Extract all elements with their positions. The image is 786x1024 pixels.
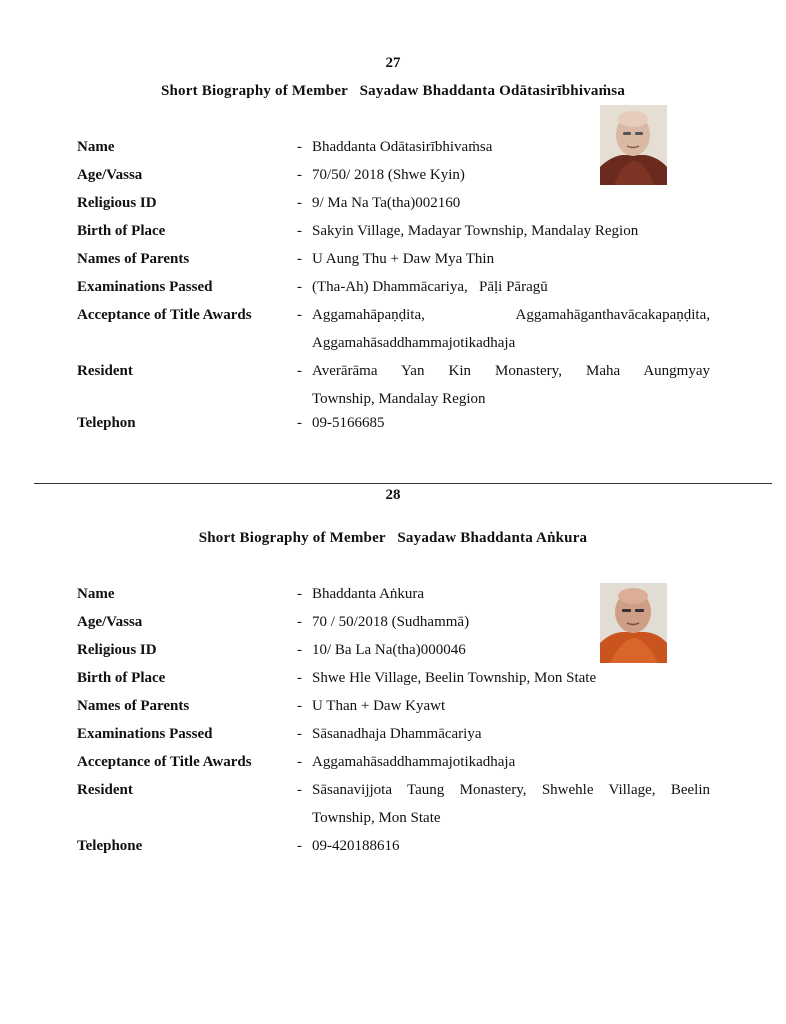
page-number: 27 [385,55,401,71]
title-name: Sayadaw Bhaddanta Aṅkura [397,530,588,546]
field-value: Aggamahāsaddhammajotikadhaja [312,754,516,770]
bio-title [0,83,786,100]
field-label: Name [77,139,115,155]
field-dash: - [297,363,302,379]
field-dash: - [297,415,302,431]
field-dash: - [297,139,302,155]
field-label: Resident [77,363,133,379]
field-label: Name [77,586,115,602]
title-prefix: Short Biography of Member [198,530,386,546]
field-label: Telephone [77,838,143,854]
field-value: 70/50/ 2018 (Shwe Kyin) [312,167,465,183]
field-value: 09-420188616 [312,838,400,854]
field-value-continued: Township, Mon State [312,810,441,826]
field-label: Acceptance of Title Awards [77,754,252,770]
field-dash: - [297,586,302,602]
field-dash: - [297,698,302,714]
title-name: Sayadaw Bhaddanta Odātasirībhivaṁsa [359,83,626,99]
field-label: Examinations Passed [77,279,213,295]
field-value: U Aung Thu + Daw Mya Thin [312,251,495,267]
field-label: Birth of Place [77,670,166,686]
field-dash: - [297,838,302,854]
field-label: Telephon [77,415,136,431]
field-label: Age/Vassa [77,167,143,183]
field-dash: - [297,642,302,658]
field-label: Examinations Passed [77,726,213,742]
field-value-continued: Aggamahāsaddhammajotikadhaja [312,335,516,351]
title-prefix: Short Biography of Member [160,83,348,99]
field-dash: - [297,167,302,183]
field-dash: - [297,195,302,211]
field-dash: - [297,754,302,770]
field-value: 70 / 50/2018 (Sudhammā) [312,614,470,630]
field-value: 09-5166685 [312,415,385,431]
field-dash: - [297,307,302,323]
field-value: U Than + Daw Kyawt [312,698,446,714]
field-value: 10/ Ba La Na(tha)000046 [312,642,466,658]
field-label: Religious ID [77,195,157,211]
field-dash: - [297,726,302,742]
field-dash: - [297,279,302,295]
field-value: Averārāma Yan Kin Monastery, Maha Aungmyay [312,363,710,379]
field-value: Bhaddanta Aṅkura [312,586,425,602]
field-value: Bhaddanta Odātasirībhivaṁsa [312,139,493,155]
field-value: Sakyin Village, Madayar Township, Mandalay Region [312,223,639,239]
field-value: 9/ Ma Na Ta(tha)002160 [312,195,461,211]
field-dash: - [297,251,302,267]
field-value-continued: Township, Mandalay Region [312,391,486,407]
field-label: Acceptance of Title Awards [77,307,252,323]
page-number: 28 [385,487,401,503]
field-label: Birth of Place [77,223,166,239]
field-label: Resident [77,782,133,798]
field-dash: - [297,614,302,630]
field-label: Age/Vassa [77,614,143,630]
field-dash: - [297,782,302,798]
field-value: (Tha-Ah) Dhammācariya, Pāḷi Pāragū [312,279,548,295]
bio-title [0,530,786,547]
section-divider [34,483,772,484]
field-value: Aggamahāpaṇḍita, Aggamahāganthavācakapaṇḍita, [312,307,710,323]
field-value: Shwe Hle Village, Beelin Township, Mon State [312,670,597,686]
field-value: Sāsanavijjota Taung Monastery, Shwehle Village, Beelin [312,782,710,798]
field-label: Religious ID [77,642,157,658]
field-label: Names of Parents [77,698,190,714]
field-value: Sāsanadhaja Dhammācariya [312,726,482,742]
field-label: Names of Parents [77,251,190,267]
field-dash: - [297,670,302,686]
field-dash: - [297,223,302,239]
